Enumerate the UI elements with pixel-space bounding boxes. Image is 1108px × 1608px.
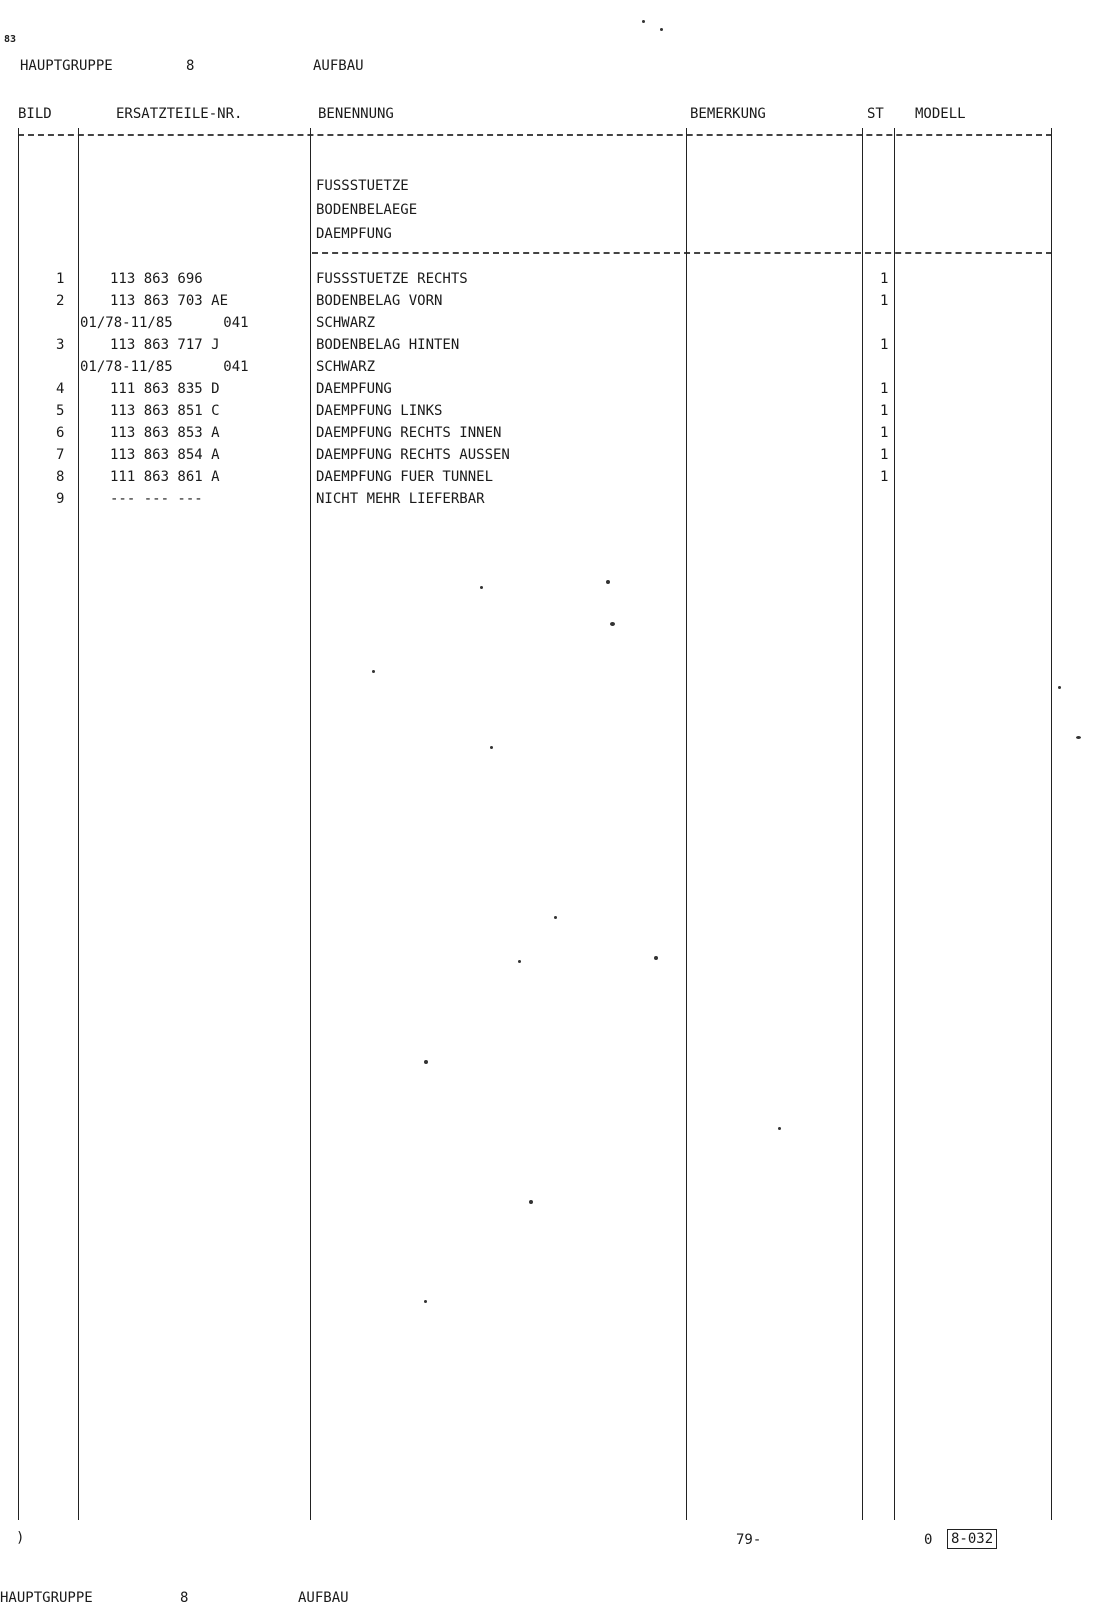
row-part-number: 113 863 703 AE bbox=[110, 293, 229, 309]
row-qty: 1 bbox=[880, 425, 889, 441]
column-header-remark: BEMERKUNG bbox=[690, 106, 766, 122]
row-name: DAEMPFUNG RECHTS AUSSEN bbox=[316, 447, 510, 463]
row-name: FUSSSTUETZE RECHTS bbox=[316, 271, 468, 287]
row-qty: 1 bbox=[880, 337, 889, 353]
row-name: DAEMPFUNG LINKS bbox=[316, 403, 443, 419]
page-corner-number: 83 bbox=[4, 34, 17, 45]
next-group-label: HAUPTGRUPPE bbox=[0, 1590, 93, 1606]
row-part-number: 01/78-11/85 041 bbox=[80, 359, 249, 375]
row-part-number: 111 863 861 A bbox=[110, 469, 220, 485]
column-divider-5 bbox=[894, 128, 895, 1520]
column-divider-2 bbox=[310, 128, 311, 1520]
section-rule bbox=[312, 252, 1052, 254]
row-part-number: 113 863 851 C bbox=[110, 403, 220, 419]
row-name: DAEMPFUNG FUER TUNNEL bbox=[316, 469, 494, 485]
section-title: DAEMPFUNG bbox=[316, 226, 392, 242]
row-name: BODENBELAG HINTEN bbox=[316, 337, 460, 353]
row-qty: 1 bbox=[880, 381, 889, 397]
column-divider-4 bbox=[862, 128, 863, 1520]
group-label: HAUPTGRUPPE bbox=[20, 58, 113, 74]
row-bild: 6 bbox=[56, 425, 65, 441]
page-reference: 8-032 bbox=[947, 1529, 997, 1549]
row-qty: 1 bbox=[880, 293, 889, 309]
row-part-number: 113 863 717 J bbox=[110, 337, 220, 353]
row-part-number: 01/78-11/85 041 bbox=[80, 315, 249, 331]
next-group-name: AUFBAU bbox=[298, 1590, 349, 1606]
row-bild: 4 bbox=[56, 381, 65, 397]
row-bild: 7 bbox=[56, 447, 65, 463]
column-header-qty: ST bbox=[867, 106, 884, 122]
row-qty: 1 bbox=[880, 271, 889, 287]
section-title: FUSSSTUETZE bbox=[316, 178, 409, 194]
section-title: BODENBELAEGE bbox=[316, 202, 418, 218]
table-border-left bbox=[18, 128, 19, 1520]
row-part-number: 113 863 854 A bbox=[110, 447, 220, 463]
row-part-number: --- --- --- bbox=[110, 491, 203, 507]
row-name: BODENBELAG VORN bbox=[316, 293, 443, 309]
row-part-number: 113 863 853 A bbox=[110, 425, 220, 441]
row-bild: 3 bbox=[56, 337, 65, 353]
column-header-name: BENENNUNG bbox=[318, 106, 394, 122]
column-divider-3 bbox=[686, 128, 687, 1520]
row-name: SCHWARZ bbox=[316, 315, 376, 331]
row-qty: 1 bbox=[880, 403, 889, 419]
footer-left-mark: ) bbox=[16, 1530, 25, 1546]
column-header-part-number: ERSATZTEILE-NR. bbox=[116, 106, 243, 122]
table-border-right bbox=[1051, 128, 1052, 1520]
row-qty: 1 bbox=[880, 469, 889, 485]
row-name: DAEMPFUNG RECHTS INNEN bbox=[316, 425, 502, 441]
group-number: 8 bbox=[186, 58, 195, 74]
row-qty: 1 bbox=[880, 447, 889, 463]
row-part-number: 113 863 696 bbox=[110, 271, 203, 287]
row-name: SCHWARZ bbox=[316, 359, 376, 375]
row-bild: 5 bbox=[56, 403, 65, 419]
row-name: NICHT MEHR LIEFERBAR bbox=[316, 491, 485, 507]
row-bild: 2 bbox=[56, 293, 65, 309]
next-group-number: 8 bbox=[180, 1590, 189, 1606]
row-bild: 8 bbox=[56, 469, 65, 485]
column-header-bild: BILD bbox=[18, 106, 52, 122]
column-header-model: MODELL bbox=[915, 106, 966, 122]
row-bild: 9 bbox=[56, 491, 65, 507]
footer-zero: 0 bbox=[924, 1532, 933, 1548]
row-bild: 1 bbox=[56, 271, 65, 287]
row-part-number: 111 863 835 D bbox=[110, 381, 220, 397]
footer-date-code: 79- bbox=[736, 1532, 762, 1548]
header-rule bbox=[18, 134, 1052, 136]
group-name: AUFBAU bbox=[313, 58, 364, 74]
row-name: DAEMPFUNG bbox=[316, 381, 392, 397]
column-divider-1 bbox=[78, 128, 79, 1520]
